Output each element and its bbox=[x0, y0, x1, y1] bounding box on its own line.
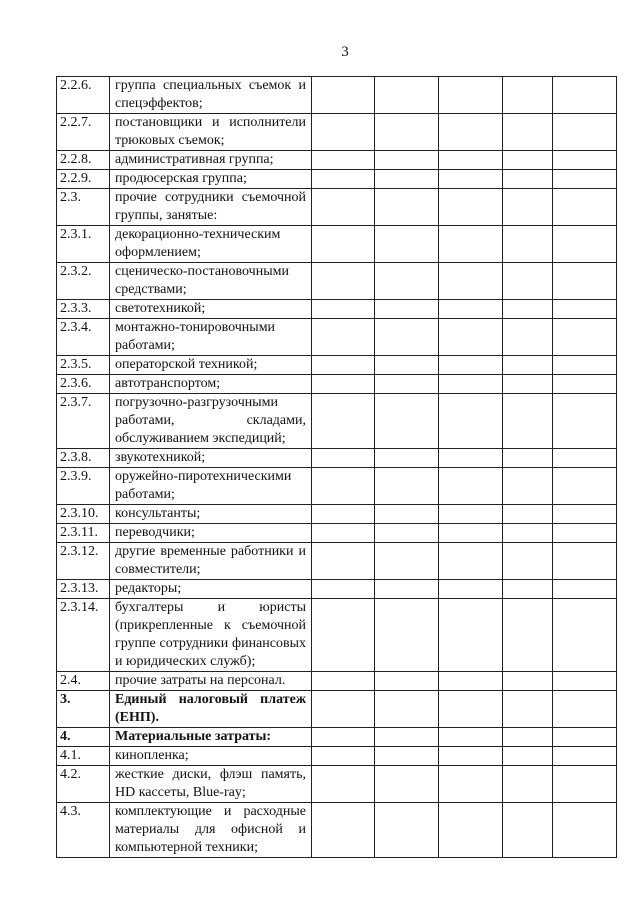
row-name-cell: административная группа; bbox=[110, 151, 312, 170]
table-row bbox=[57, 226, 617, 263]
row-number-cell: 2.3.8. bbox=[57, 449, 110, 468]
row-value-cell bbox=[553, 394, 617, 449]
row-value-cell bbox=[312, 170, 375, 189]
row-value-cell bbox=[553, 170, 617, 189]
row-value-cell bbox=[553, 803, 617, 858]
row-value-cell bbox=[553, 449, 617, 468]
row-value-cell bbox=[375, 803, 439, 858]
table-row bbox=[57, 77, 617, 114]
table-row bbox=[57, 691, 617, 728]
row-value-cell bbox=[553, 356, 617, 375]
row-number-cell: 2.3.11. bbox=[57, 524, 110, 543]
row-value-cell bbox=[312, 580, 375, 599]
row-name-cell: монтажно-тонировочными работами; bbox=[110, 319, 312, 356]
row-value-cell bbox=[375, 728, 439, 747]
row-value-cell bbox=[375, 672, 439, 691]
table-row bbox=[57, 189, 617, 226]
row-value-cell bbox=[375, 263, 439, 300]
table-row bbox=[57, 114, 617, 151]
row-number-cell: 4.3. bbox=[57, 803, 110, 858]
row-value-cell bbox=[553, 766, 617, 803]
row-number-cell: 2.3.3. bbox=[57, 300, 110, 319]
row-value-cell bbox=[553, 114, 617, 151]
row-value-cell bbox=[553, 300, 617, 319]
table-row bbox=[57, 728, 617, 747]
row-name-cell: операторской техникой; bbox=[110, 356, 312, 375]
row-value-cell bbox=[503, 691, 553, 728]
row-value-cell bbox=[503, 375, 553, 394]
row-value-cell bbox=[375, 747, 439, 766]
row-value-cell bbox=[312, 599, 375, 672]
row-value-cell bbox=[375, 543, 439, 580]
table-row bbox=[57, 766, 617, 803]
row-number-cell: 2.3. bbox=[57, 189, 110, 226]
table-row bbox=[57, 263, 617, 300]
table-row bbox=[57, 747, 617, 766]
row-value-cell bbox=[375, 300, 439, 319]
row-name-cell: прочие сотрудники съемочной группы, занятые: bbox=[110, 189, 312, 226]
row-value-cell bbox=[312, 672, 375, 691]
row-name-cell: бухгалтеры и юристы (прикрепленные к съемочной группе сотрудники финансовых и юридических служб); bbox=[110, 599, 312, 672]
row-value-cell bbox=[312, 505, 375, 524]
row-name-cell: кинопленка; bbox=[110, 747, 312, 766]
row-value-cell bbox=[553, 747, 617, 766]
row-value-cell bbox=[553, 691, 617, 728]
row-value-cell bbox=[439, 672, 503, 691]
table-row bbox=[57, 524, 617, 543]
row-value-cell bbox=[439, 263, 503, 300]
row-value-cell bbox=[312, 189, 375, 226]
table-row bbox=[57, 356, 617, 375]
row-value-cell bbox=[439, 189, 503, 226]
row-number-cell: 2.3.4. bbox=[57, 319, 110, 356]
row-value-cell bbox=[503, 319, 553, 356]
row-value-cell bbox=[312, 747, 375, 766]
row-value-cell bbox=[312, 468, 375, 505]
row-value-cell bbox=[439, 77, 503, 114]
row-value-cell bbox=[312, 226, 375, 263]
row-name-cell: постановщики и исполнители трюковых съемок; bbox=[110, 114, 312, 151]
budget-table bbox=[56, 76, 617, 858]
row-value-cell bbox=[312, 319, 375, 356]
row-name-cell: сценическо-постановочными средствами; bbox=[110, 263, 312, 300]
row-value-cell bbox=[503, 449, 553, 468]
row-value-cell bbox=[312, 77, 375, 114]
row-value-cell bbox=[503, 189, 553, 226]
row-value-cell bbox=[312, 375, 375, 394]
row-number-cell: 2.2.6. bbox=[57, 77, 110, 114]
table-row bbox=[57, 543, 617, 580]
row-value-cell bbox=[503, 468, 553, 505]
row-value-cell bbox=[375, 394, 439, 449]
row-value-cell bbox=[553, 505, 617, 524]
row-value-cell bbox=[375, 691, 439, 728]
row-value-cell bbox=[375, 151, 439, 170]
page-number: 3 bbox=[341, 44, 349, 60]
row-value-cell bbox=[553, 263, 617, 300]
row-name-cell: оружейно-пиротехническими работами; bbox=[110, 468, 312, 505]
row-value-cell bbox=[503, 170, 553, 189]
row-number-cell: 2.3.7. bbox=[57, 394, 110, 449]
row-value-cell bbox=[439, 226, 503, 263]
row-number-cell: 4.2. bbox=[57, 766, 110, 803]
row-name-cell: продюсерская группа; bbox=[110, 170, 312, 189]
row-value-cell bbox=[553, 543, 617, 580]
row-value-cell bbox=[503, 300, 553, 319]
row-value-cell bbox=[553, 375, 617, 394]
row-value-cell bbox=[503, 263, 553, 300]
row-number-cell: 2.3.1. bbox=[57, 226, 110, 263]
row-number-cell: 3. bbox=[57, 691, 110, 728]
row-value-cell bbox=[503, 543, 553, 580]
row-name-cell: декорационно-техническим оформлением; bbox=[110, 226, 312, 263]
row-value-cell bbox=[312, 263, 375, 300]
row-value-cell bbox=[439, 691, 503, 728]
row-value-cell bbox=[375, 449, 439, 468]
row-name-cell: звукотехникой; bbox=[110, 449, 312, 468]
row-value-cell bbox=[439, 449, 503, 468]
table-row bbox=[57, 449, 617, 468]
row-value-cell bbox=[312, 151, 375, 170]
row-value-cell bbox=[375, 356, 439, 375]
row-value-cell bbox=[503, 766, 553, 803]
row-value-cell bbox=[375, 319, 439, 356]
row-value-cell bbox=[503, 524, 553, 543]
row-value-cell bbox=[553, 319, 617, 356]
row-value-cell bbox=[503, 77, 553, 114]
row-value-cell bbox=[439, 300, 503, 319]
table-row bbox=[57, 375, 617, 394]
table-row bbox=[57, 394, 617, 449]
row-name-cell: прочие затраты на персонал. bbox=[110, 672, 312, 691]
row-value-cell bbox=[439, 375, 503, 394]
table-row bbox=[57, 505, 617, 524]
row-value-cell bbox=[503, 599, 553, 672]
row-name-cell: консультанты; bbox=[110, 505, 312, 524]
row-value-cell bbox=[439, 505, 503, 524]
row-value-cell bbox=[553, 580, 617, 599]
row-value-cell bbox=[553, 728, 617, 747]
row-name-cell: Единый налоговый платеж (ЕНП). bbox=[110, 691, 312, 728]
row-name-cell: жесткие диски, флэш память, HD кассеты, Blue-ray; bbox=[110, 766, 312, 803]
row-value-cell bbox=[553, 468, 617, 505]
row-value-cell bbox=[439, 114, 503, 151]
row-value-cell bbox=[375, 226, 439, 263]
row-value-cell bbox=[553, 599, 617, 672]
row-number-cell: 2.2.7. bbox=[57, 114, 110, 151]
row-value-cell bbox=[375, 375, 439, 394]
row-value-cell bbox=[503, 580, 553, 599]
row-value-cell bbox=[439, 747, 503, 766]
row-value-cell bbox=[503, 226, 553, 263]
row-value-cell bbox=[312, 524, 375, 543]
row-value-cell bbox=[439, 319, 503, 356]
row-value-cell bbox=[439, 170, 503, 189]
table-row bbox=[57, 151, 617, 170]
row-number-cell: 2.4. bbox=[57, 672, 110, 691]
row-value-cell bbox=[312, 766, 375, 803]
row-number-cell: 2.3.13. bbox=[57, 580, 110, 599]
row-number-cell: 2.3.10. bbox=[57, 505, 110, 524]
row-value-cell bbox=[375, 599, 439, 672]
row-value-cell bbox=[553, 226, 617, 263]
row-value-cell bbox=[312, 356, 375, 375]
row-value-cell bbox=[375, 114, 439, 151]
row-value-cell bbox=[312, 300, 375, 319]
row-name-cell: переводчики; bbox=[110, 524, 312, 543]
row-name-cell: редакторы; bbox=[110, 580, 312, 599]
row-value-cell bbox=[439, 728, 503, 747]
table-row bbox=[57, 803, 617, 858]
row-value-cell bbox=[375, 524, 439, 543]
row-value-cell bbox=[375, 77, 439, 114]
row-value-cell bbox=[375, 505, 439, 524]
row-value-cell bbox=[375, 580, 439, 599]
row-value-cell bbox=[312, 114, 375, 151]
row-name-cell: комплектующие и расходные материалы для офисной и компьютерной техники; bbox=[110, 803, 312, 858]
row-value-cell bbox=[553, 189, 617, 226]
table-row bbox=[57, 300, 617, 319]
budget-table-body bbox=[57, 77, 617, 858]
row-number-cell: 4. bbox=[57, 728, 110, 747]
row-number-cell: 2.3.9. bbox=[57, 468, 110, 505]
row-value-cell bbox=[503, 728, 553, 747]
table-row bbox=[57, 580, 617, 599]
row-value-cell bbox=[553, 151, 617, 170]
row-value-cell bbox=[439, 394, 503, 449]
row-value-cell bbox=[439, 803, 503, 858]
row-number-cell: 2.3.12. bbox=[57, 543, 110, 580]
row-value-cell bbox=[312, 728, 375, 747]
row-value-cell bbox=[503, 505, 553, 524]
row-value-cell bbox=[503, 151, 553, 170]
row-value-cell bbox=[553, 524, 617, 543]
row-number-cell: 2.2.9. bbox=[57, 170, 110, 189]
row-value-cell bbox=[439, 524, 503, 543]
row-number-cell: 2.3.2. bbox=[57, 263, 110, 300]
row-value-cell bbox=[375, 170, 439, 189]
table-row bbox=[57, 170, 617, 189]
table-row bbox=[57, 319, 617, 356]
row-value-cell bbox=[439, 151, 503, 170]
row-value-cell bbox=[503, 747, 553, 766]
row-value-cell bbox=[553, 77, 617, 114]
row-value-cell bbox=[439, 543, 503, 580]
row-number-cell: 2.3.14. bbox=[57, 599, 110, 672]
row-value-cell bbox=[439, 766, 503, 803]
row-value-cell bbox=[503, 356, 553, 375]
row-value-cell bbox=[312, 394, 375, 449]
row-value-cell bbox=[503, 672, 553, 691]
row-name-cell: Материальные затраты: bbox=[110, 728, 312, 747]
row-value-cell bbox=[503, 803, 553, 858]
row-name-cell: погрузочно-разгрузочными работами, складами, обслуживанием экспедиций; bbox=[110, 394, 312, 449]
row-value-cell bbox=[312, 691, 375, 728]
row-name-cell: группа специальных съемок и спецэффектов; bbox=[110, 77, 312, 114]
table-row bbox=[57, 468, 617, 505]
row-value-cell bbox=[312, 803, 375, 858]
row-value-cell bbox=[375, 468, 439, 505]
row-value-cell bbox=[439, 599, 503, 672]
row-name-cell: светотехникой; bbox=[110, 300, 312, 319]
row-number-cell: 2.2.8. bbox=[57, 151, 110, 170]
row-number-cell: 2.3.5. bbox=[57, 356, 110, 375]
row-value-cell bbox=[375, 766, 439, 803]
row-value-cell bbox=[503, 114, 553, 151]
row-value-cell bbox=[439, 468, 503, 505]
row-value-cell bbox=[439, 356, 503, 375]
row-name-cell: автотранспортом; bbox=[110, 375, 312, 394]
row-value-cell bbox=[375, 189, 439, 226]
row-value-cell bbox=[553, 672, 617, 691]
table-row bbox=[57, 672, 617, 691]
row-value-cell bbox=[312, 543, 375, 580]
row-number-cell: 2.3.6. bbox=[57, 375, 110, 394]
row-name-cell: другие временные работники и совместители; bbox=[110, 543, 312, 580]
row-value-cell bbox=[439, 580, 503, 599]
row-value-cell bbox=[312, 449, 375, 468]
row-number-cell: 4.1. bbox=[57, 747, 110, 766]
table-row bbox=[57, 599, 617, 672]
row-value-cell bbox=[503, 394, 553, 449]
